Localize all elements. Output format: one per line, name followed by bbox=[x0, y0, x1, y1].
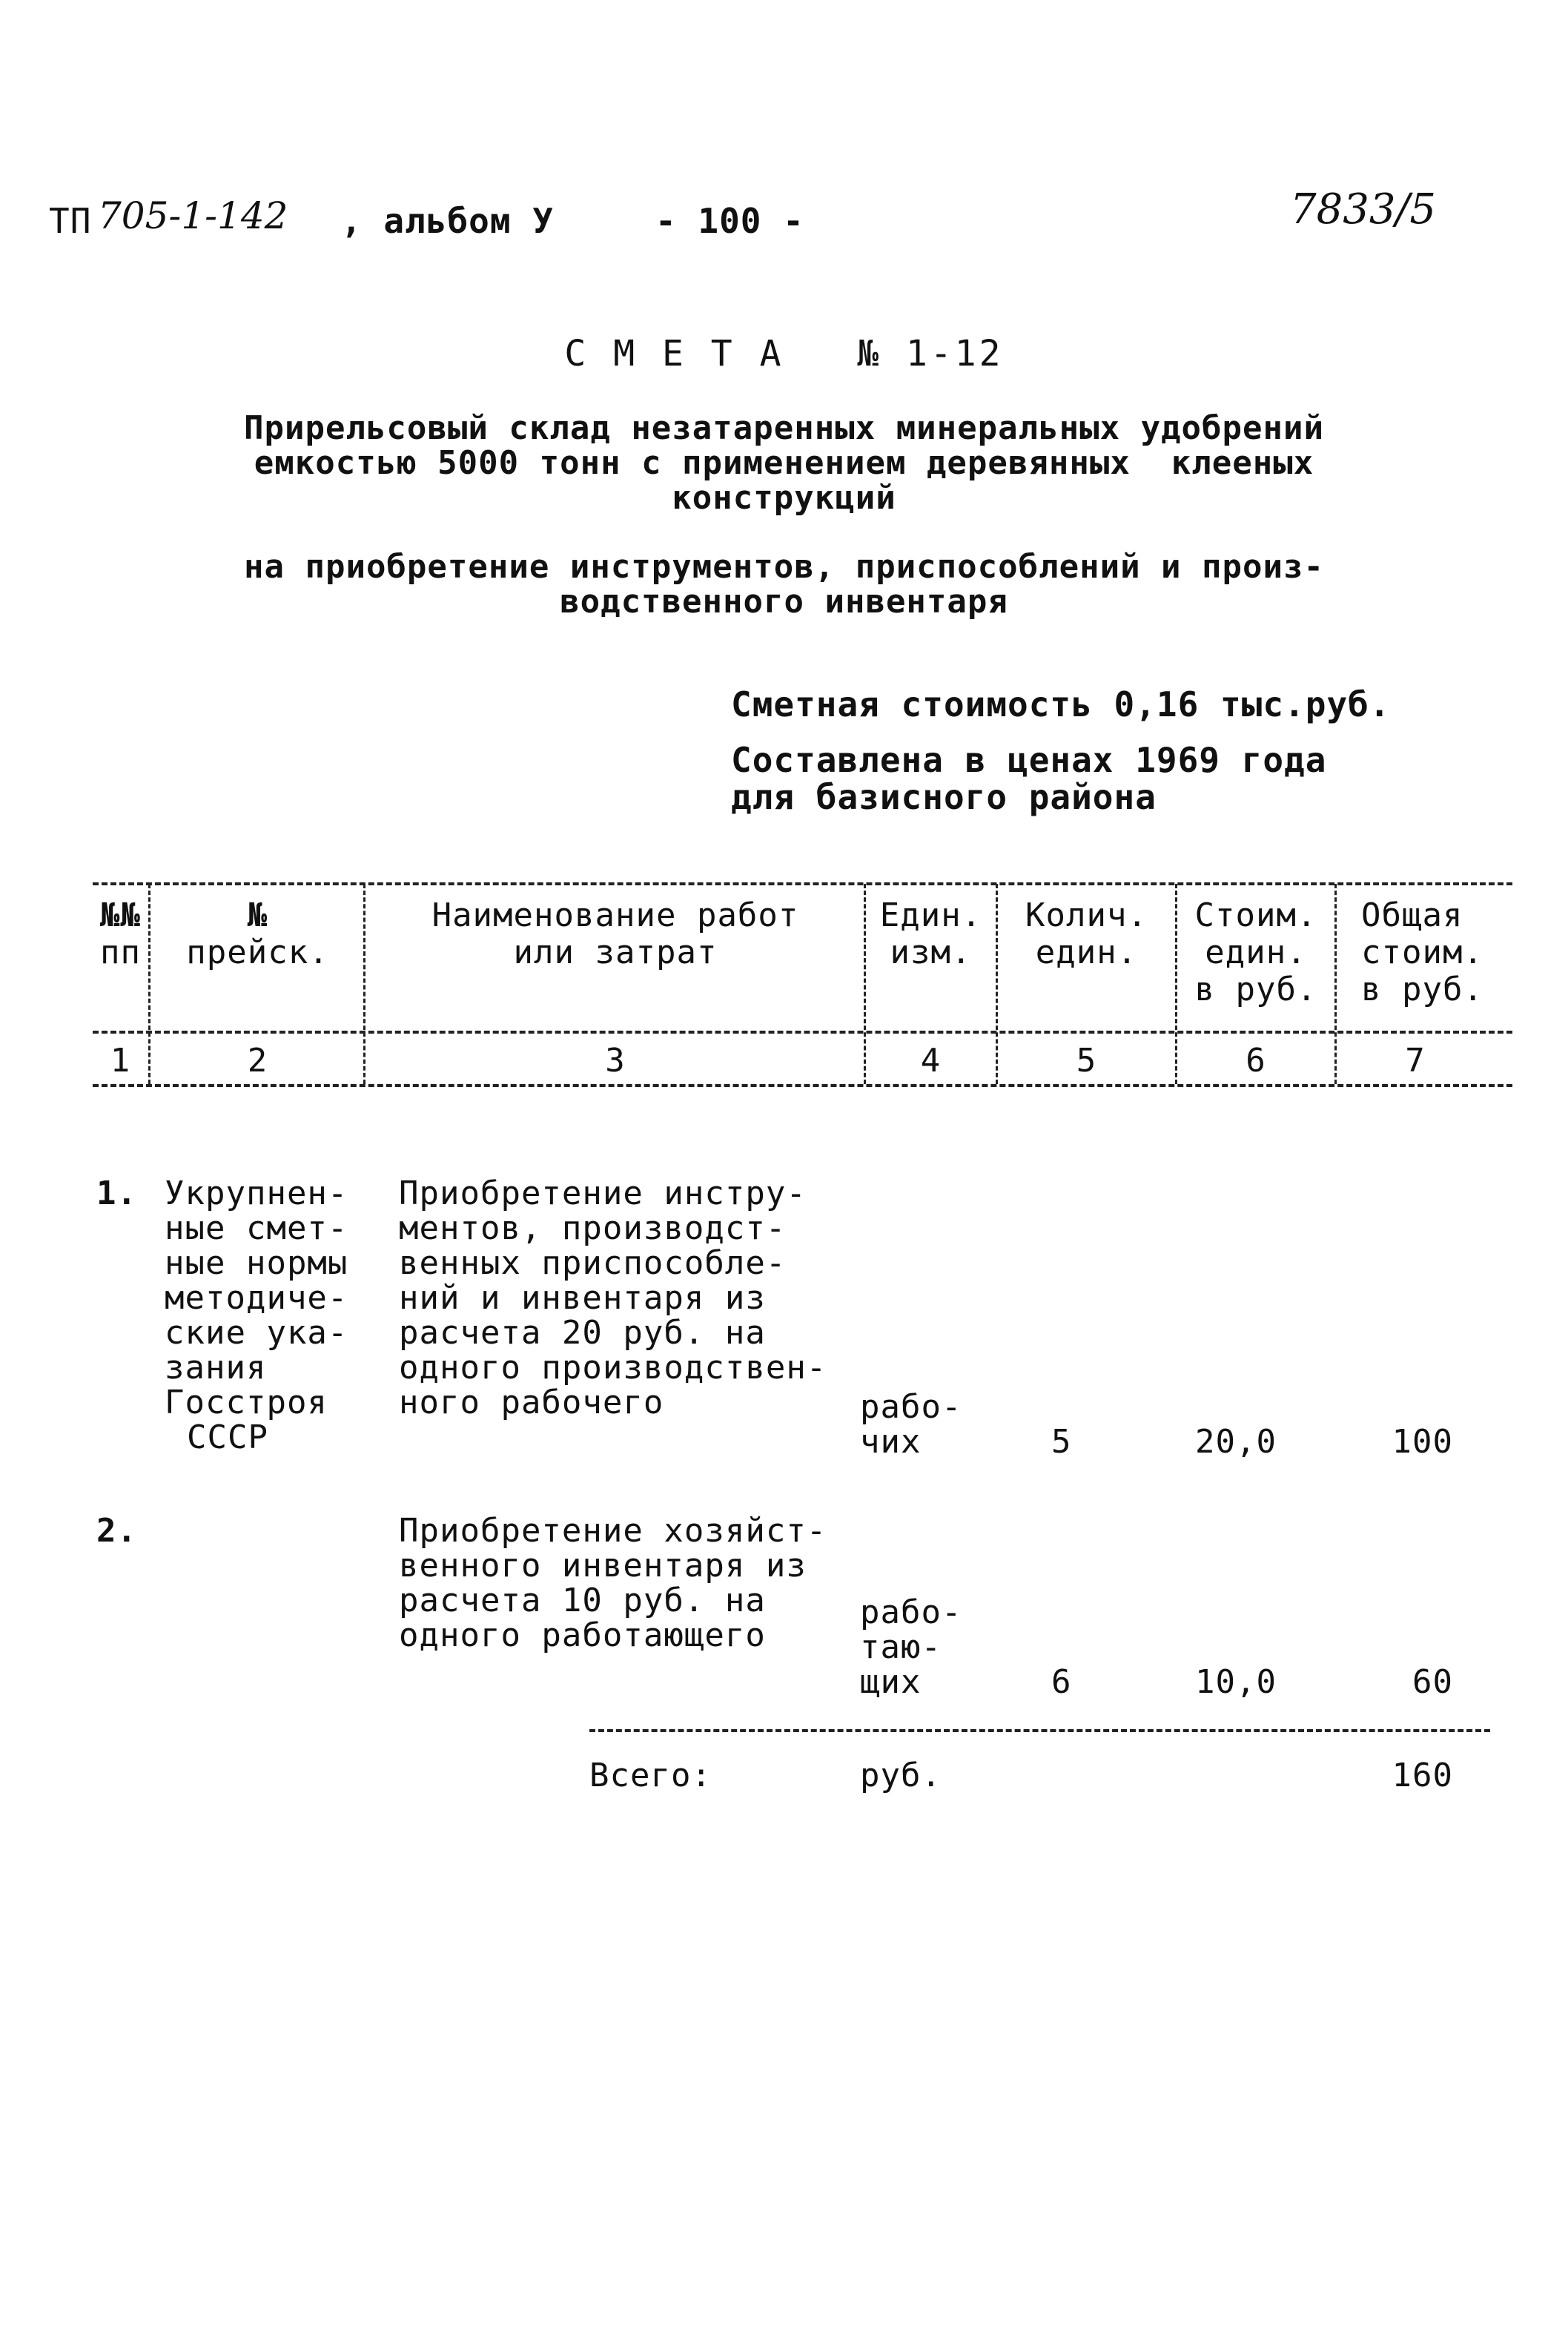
work-name-line: ний и инвентаря из bbox=[399, 1279, 766, 1317]
work-name-line: одного работающего bbox=[399, 1616, 766, 1654]
unit-cost: 10,0 bbox=[1195, 1663, 1277, 1701]
page-number: - 100 - bbox=[655, 201, 804, 241]
column-number: 5 bbox=[1076, 1042, 1097, 1080]
work-name-line: Приобретение инстру- bbox=[399, 1175, 807, 1212]
pricelist-line: методиче- bbox=[165, 1279, 348, 1317]
document-code-handwritten: 705-1-142 bbox=[98, 194, 288, 237]
unit-line: рабо- bbox=[860, 1388, 962, 1426]
work-name-line: Приобретение хозяйст- bbox=[399, 1512, 827, 1550]
estimated-cost: Сметная стоимость 0,16 тыс.руб. bbox=[731, 684, 1391, 724]
total-cost: 60 bbox=[1412, 1663, 1453, 1701]
column-number: 7 bbox=[1405, 1042, 1426, 1080]
header-col6-line3: в руб. bbox=[1194, 971, 1317, 1008]
unit-line: таю- bbox=[860, 1628, 942, 1666]
unit-line: чих bbox=[860, 1423, 922, 1461]
reference-number-handwritten: 7833/5 bbox=[1290, 185, 1437, 234]
header-col7-line3: в руб. bbox=[1361, 971, 1483, 1008]
header-col7-line1: Общая bbox=[1361, 896, 1463, 934]
object-line-1: Прирельсовый склад незатаренных минеральных удобрений bbox=[244, 409, 1324, 447]
work-name-line: венного инвентаря из bbox=[399, 1547, 807, 1585]
album-label: , альбом У bbox=[341, 201, 554, 241]
quantity: 6 bbox=[1051, 1663, 1072, 1701]
column-divider bbox=[363, 884, 365, 1084]
table-top-rule bbox=[93, 882, 1512, 885]
object-line-3: конструкций bbox=[672, 479, 896, 517]
work-name-line: одного производствен- bbox=[399, 1349, 827, 1387]
prices-line-2: для базисного района bbox=[731, 777, 1157, 817]
column-number: 6 bbox=[1246, 1042, 1266, 1080]
pricelist-line: СССР bbox=[187, 1418, 268, 1456]
work-name-line: венных приспособле- bbox=[399, 1244, 787, 1282]
column-number: 3 bbox=[605, 1042, 626, 1080]
object-line-2: емкостью 5000 тонн с применением деревянных клееных bbox=[254, 444, 1314, 482]
header-col6-line2: един. bbox=[1205, 934, 1307, 971]
column-number: 2 bbox=[247, 1042, 268, 1080]
pricelist-line: Госстроя bbox=[165, 1384, 328, 1421]
header-col2-line2: прейск. bbox=[186, 934, 329, 971]
unit-line: щих bbox=[860, 1663, 922, 1701]
pricelist-line: зания bbox=[165, 1349, 267, 1387]
work-name-line: ного рабочего bbox=[399, 1384, 664, 1421]
column-divider bbox=[148, 884, 150, 1084]
table-number-rule bbox=[93, 1084, 1512, 1087]
work-name-line: ментов, производст- bbox=[399, 1209, 787, 1247]
header-col1-line2: пп bbox=[100, 934, 141, 971]
header-col7-line2: стоим. bbox=[1361, 934, 1483, 971]
work-name-line: расчета 10 руб. на bbox=[399, 1582, 766, 1619]
header-col3-line2: или затрат bbox=[513, 934, 718, 971]
header-col4-line2: изм. bbox=[890, 934, 972, 971]
document-code-prefix: ТП bbox=[49, 201, 92, 241]
column-number: 4 bbox=[920, 1042, 942, 1080]
pricelist-line: ные нормы bbox=[165, 1244, 348, 1282]
column-number: 1 bbox=[110, 1042, 131, 1080]
row-number: 2. bbox=[96, 1512, 137, 1550]
total-rule bbox=[589, 1729, 1490, 1732]
pricelist-line: ские ука- bbox=[165, 1314, 348, 1352]
row-number: 1. bbox=[96, 1175, 137, 1212]
total-unit: руб. bbox=[860, 1757, 942, 1794]
table-header-rule bbox=[93, 1031, 1512, 1034]
work-name-line: расчета 20 руб. на bbox=[399, 1314, 766, 1352]
purpose-line-1: на приобретение инструментов, приспособлений и произ- bbox=[244, 548, 1324, 586]
header-col5-line1: Колич. bbox=[1025, 896, 1148, 934]
header-col1-line1: №№ bbox=[100, 896, 141, 934]
prices-line-1: Составлена в ценах 1969 года bbox=[731, 740, 1327, 780]
pricelist-line: ные смет- bbox=[165, 1209, 348, 1247]
quantity: 5 bbox=[1051, 1423, 1072, 1461]
pricelist-line: Укрупнен- bbox=[165, 1175, 348, 1212]
total-cost: 100 bbox=[1392, 1423, 1453, 1461]
header-col5-line2: един. bbox=[1035, 934, 1138, 971]
estimate-title: С М Е Т А № 1-12 bbox=[564, 333, 1004, 374]
purpose-line-2: водственного инвентаря bbox=[560, 583, 1008, 621]
unit-cost: 20,0 bbox=[1195, 1423, 1277, 1461]
header-col6-line1: Стоим. bbox=[1194, 896, 1317, 934]
unit-line: рабо- bbox=[860, 1593, 962, 1631]
total-label: Всего: bbox=[589, 1757, 712, 1794]
grand-total: 160 bbox=[1392, 1757, 1453, 1794]
header-col2-line1: № bbox=[247, 896, 268, 934]
header-col4-line1: Един. bbox=[879, 896, 982, 934]
header-col3-line1: Наименование работ bbox=[431, 896, 799, 934]
